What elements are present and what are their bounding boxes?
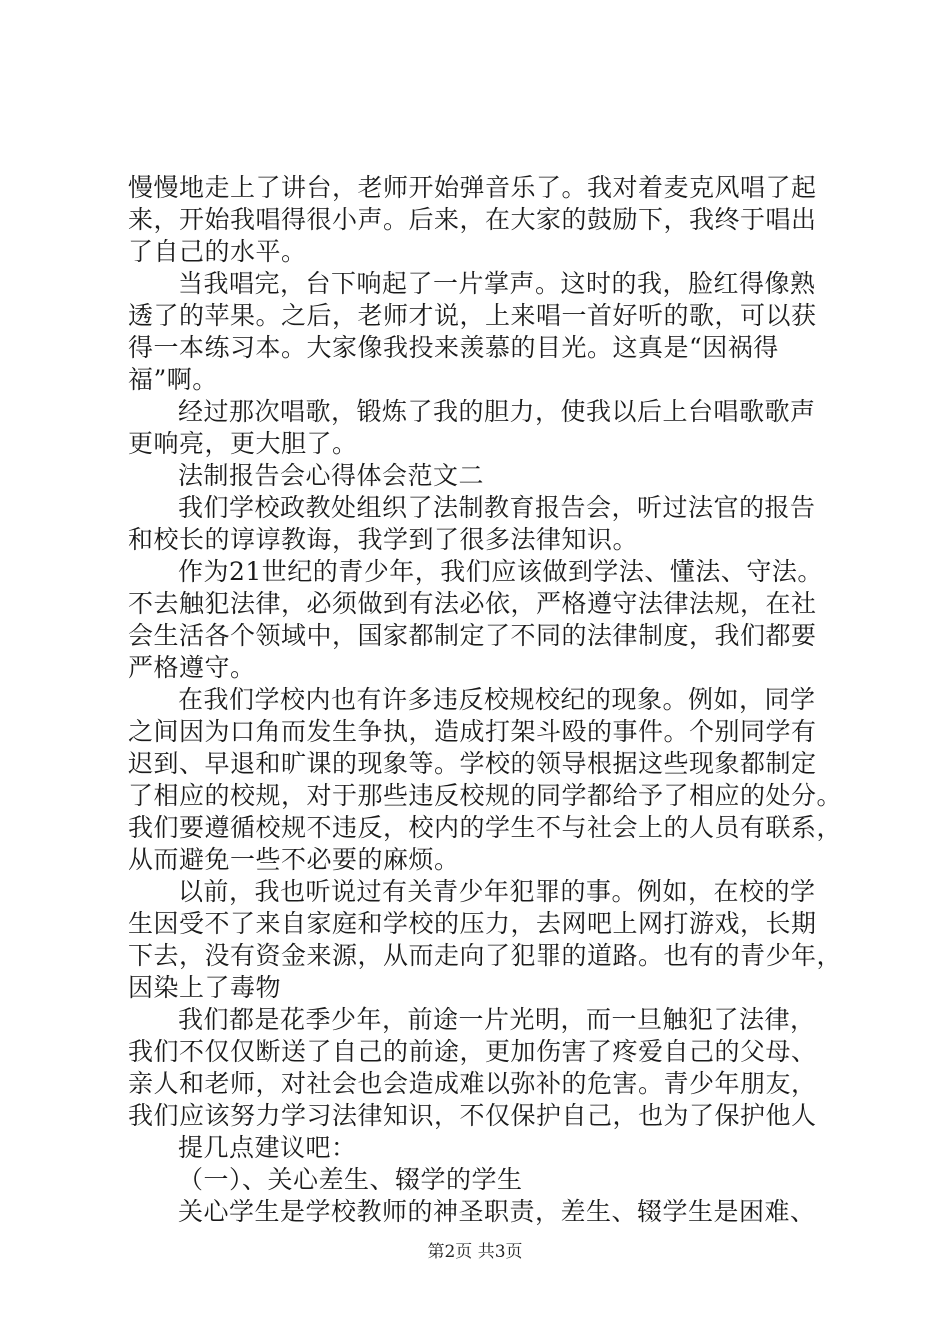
page-footer: [0, 1241, 950, 1263]
text-line: 了自己的水平。: [128, 237, 307, 266]
text-line: 亲人和老师，对社会也会造成难以弥补的危害。青少年朋友，: [128, 1069, 817, 1098]
text-line: 提几点建议吧：: [178, 1133, 357, 1162]
page-number: 第2页 共3页: [427, 1242, 523, 1262]
text-line: 更响亮，更大胆了。: [128, 429, 358, 458]
text-line: 迟到、早退和旷课的现象等。学校的领导根据这些现象都制定: [128, 749, 817, 778]
text-line: 了相应的校规，对于那些违反校规的同学都给予了相应的处分。: [128, 781, 843, 810]
text-line: 和校长的谆谆教诲，我学到了很多法律知识。: [128, 525, 639, 554]
text-line: 不去触犯法律，必须做到有法必依，严格遵守法律法规，在社: [128, 589, 817, 618]
text-line: 来，开始我唱得很小声。后来，在大家的鼓励下，我终于唱出: [128, 205, 817, 234]
text-line: 作为21世纪的青少年，我们应该做到学法、懂法、守法。: [178, 557, 823, 586]
text-line: 下去，没有资金来源，从而走向了犯罪的道路。也有的青少年，: [128, 941, 843, 970]
text-line: 透了的苹果。之后，老师才说，上来唱一首好听的歌，可以获: [128, 301, 817, 330]
text-line: 我们要遵循校规不违反，校内的学生不与社会上的人员有联系，: [128, 813, 843, 842]
text-line: 当我唱完，台下响起了一片掌声。这时的我，脸红得像熟: [178, 269, 816, 298]
text-line: 关心学生是学校教师的神圣职责，差生、辍学生是困难、: [178, 1197, 816, 1226]
text-line: 我们都是花季少年，前途一片光明，而一旦触犯了法律，: [178, 1005, 816, 1034]
text-line: 严格遵守。: [128, 653, 256, 682]
text-line: 福”啊。: [128, 365, 218, 394]
text-line: 我们应该努力学习法律知识，不仅保护自己，也为了保护他人: [128, 1101, 817, 1130]
text-line: 得一本练习本。大家像我投来羡慕的目光。这真是“因祸得: [128, 333, 779, 362]
text-line: 慢慢地走上了讲台，老师开始弹音乐了。我对着麦克风唱了起: [128, 173, 817, 202]
text-line: 我们学校政教处组织了法制教育报告会，听过法官的报告: [178, 493, 816, 522]
text-line: 生因受不了来自家庭和学校的压力，去网吧上网打游戏，长期: [128, 909, 817, 938]
section-heading: 法制报告会心得体会范文二: [178, 461, 485, 490]
document-body: [128, 172, 843, 1228]
list-heading: （一）、关心差生、辍学的学生: [178, 1165, 523, 1194]
text-line: 因染上了毒物: [128, 973, 282, 1002]
text-line: 会生活各个领域中，国家都制定了不同的法律制度，我们都要: [128, 621, 817, 650]
text-line: 从而避免一些不必要的麻烦。: [128, 845, 460, 874]
text-line: 之间因为口角而发生争执，造成打架斗殴的事件。个别同学有: [128, 717, 817, 746]
text-line: 我们不仅仅断送了自己的前途，更加伤害了疼爱自己的父母、: [128, 1037, 817, 1066]
text-line: 经过那次唱歌，锻炼了我的胆力，使我以后上台唱歌歌声: [178, 397, 816, 426]
text-line: 以前，我也听说过有关青少年犯罪的事。例如，在校的学: [178, 877, 816, 906]
text-line: 在我们学校内也有许多违反校规校纪的现象。例如，同学: [178, 685, 816, 714]
